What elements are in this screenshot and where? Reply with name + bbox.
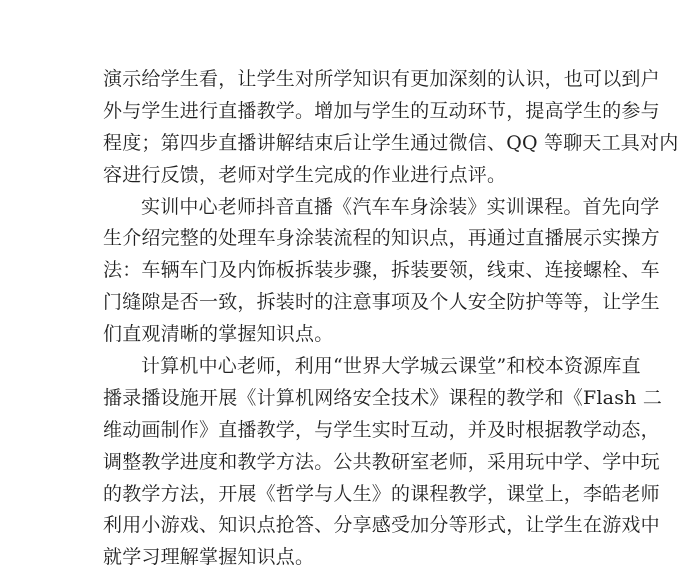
paragraph-line-10: 计算机中心老师，利用“世界大学城云课堂”和校本资源库直 <box>141 355 641 378</box>
paragraph-line-6: 生介绍完整的处理车身涂装流程的知识点，再通过直播展示实操方 <box>103 227 660 250</box>
paragraph-line-3: 程度；第四步直播讲解结束后让学生通过微信、QQ 等聊天工具对内 <box>103 131 679 154</box>
paragraph-line-14: 的教学方法，开展《哲学与人生》的课程教学，课堂上，李皓老师 <box>103 482 660 505</box>
paragraph-line-11: 播录播设施开展《计算机网络安全技术》课程的教学和《Flash 二 <box>103 386 663 409</box>
paragraph-line-13: 调整教学进度和教学方法。公共教研室老师，采用玩中学、学中玩 <box>103 450 660 473</box>
paragraph-line-15: 利用小游戏、知识点抢答、分享感受加分等形式，让学生在游戏中 <box>103 514 660 537</box>
paragraph-line-7: 法：车辆车门及内饰板拆装步骤，拆装要领，线束、连接螺栓、车 <box>103 259 660 282</box>
paragraph-line-2: 外与学生进行直播教学。增加与学生的互动环节，提高学生的参与 <box>103 99 660 122</box>
paragraph-line-8: 门缝隙是否一致，拆装时的注意事项及个人安全防护等等，让学生 <box>103 291 660 314</box>
paragraph-line-4: 容进行反馈，老师对学生完成的作业进行点评。 <box>103 163 507 186</box>
paragraph-line-5: 实训中心老师抖音直播《汽车车身涂装》实训课程。首先向学 <box>141 195 660 218</box>
paragraph-line-1: 演示给学生看，让学生对所学知识有更加深刻的认识，也可以到户 <box>103 68 660 90</box>
paragraph-line-16: 就学习理解掌握知识点。 <box>103 546 315 569</box>
document-body <box>103 64 679 574</box>
paragraph-line-12: 维动画制作》直播教学，与学生实时互动，并及时根据教学动态， <box>103 418 660 441</box>
paragraph-line-9: 们直观清晰的掌握知识点。 <box>103 323 334 346</box>
